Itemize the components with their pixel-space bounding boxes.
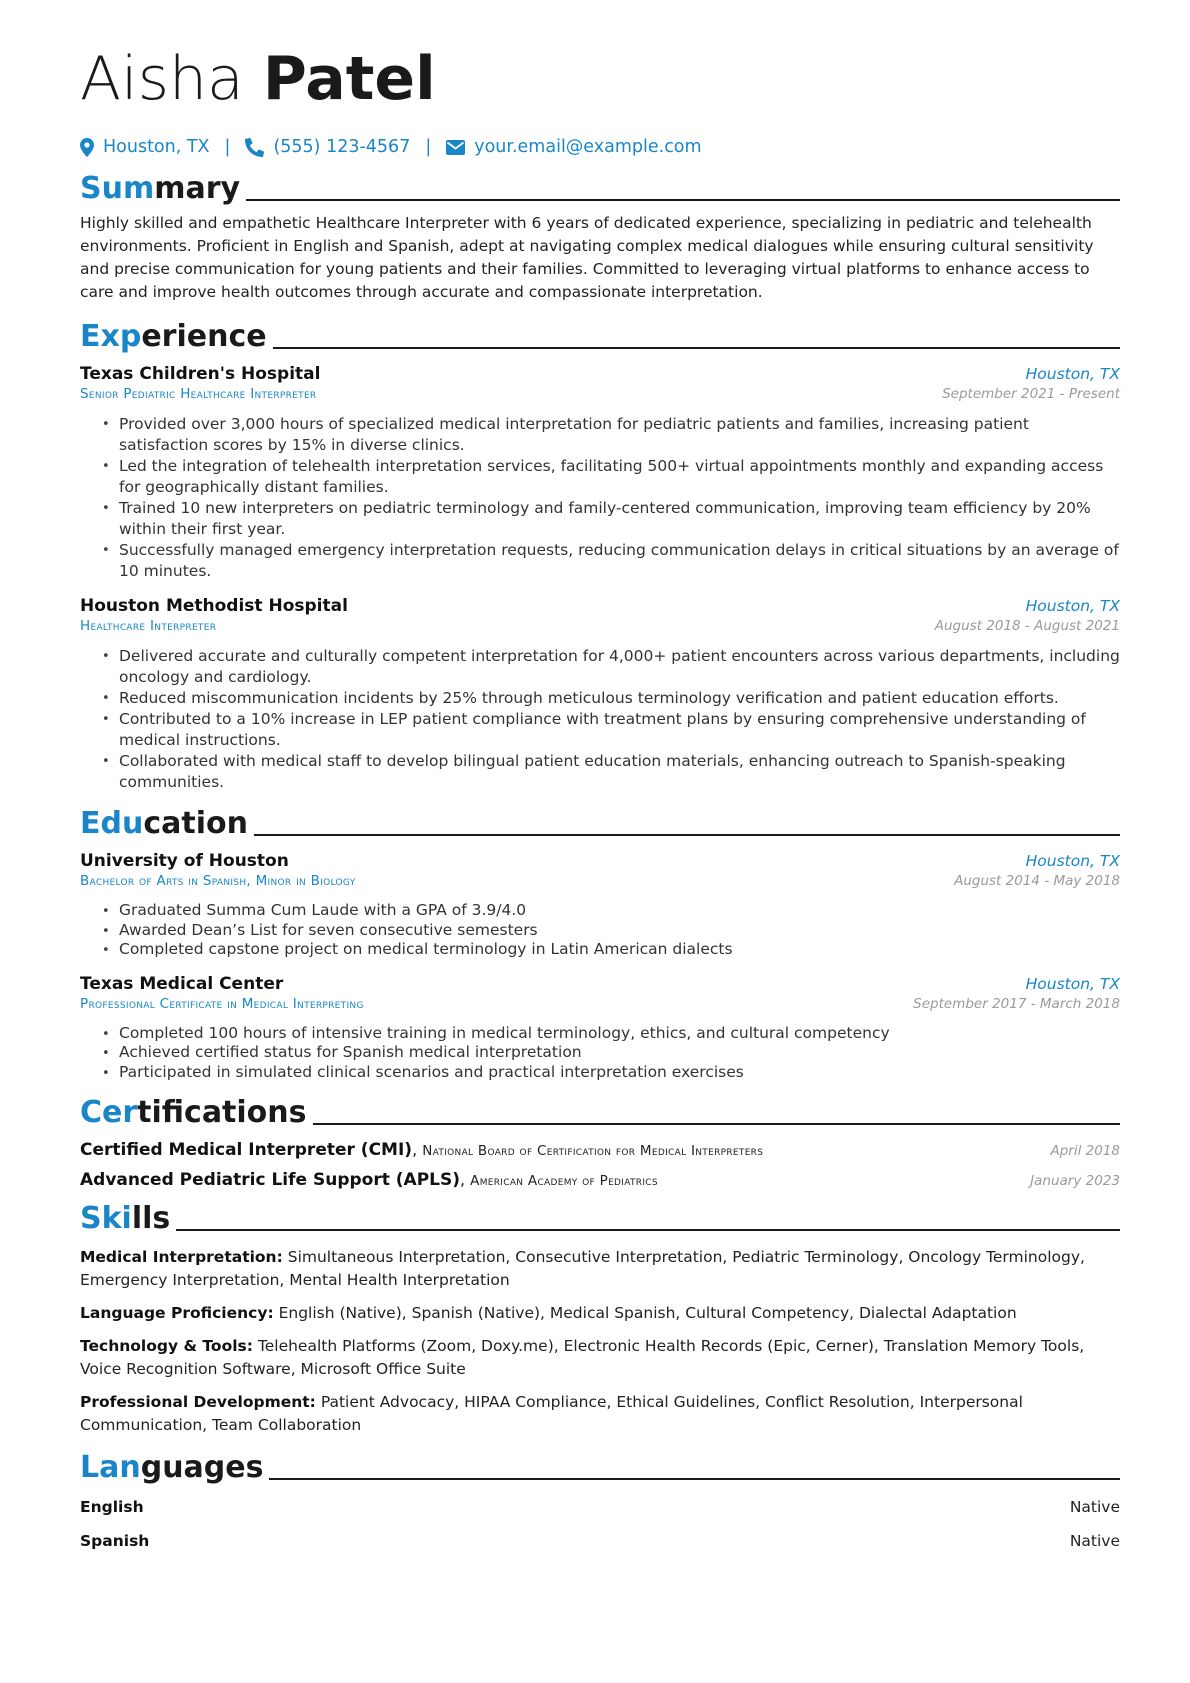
section-header-skills <box>80 1202 1120 1236</box>
bullet-item: • Awarded Dean’s List for seven consecutive semesters <box>102 921 1120 941</box>
last-name: Patel <box>262 44 436 114</box>
skill-value: English (Native), Spanish (Native), Medical Spanish, Cultural Competency, Dialectal Adaptation <box>278 1304 1017 1322</box>
summary-text: Highly skilled and empathetic Healthcare Interpreter with 6 years of dedicated experience, specializing in pediatric and telehealth environments. Proficient in English and Spanish, adept at navigating complex medical dialogues while ensuring cultural sensitivity and precise communication for young patients and their families. Committed to leveraging virtual platforms to enhance access to care and improve health outcomes through accurate and compassionate interpretation. <box>80 214 1094 301</box>
skill-group <box>80 1335 1120 1381</box>
bullet-item: • Provided over 3,000 hours of specialized medical interpretation for pediatric patients and families, increasing patient satisfaction scores by 15% in diverse clinics. <box>102 414 1120 456</box>
section-header-languages <box>80 1451 1120 1485</box>
section-rule <box>246 199 1120 201</box>
education-entry <box>80 851 1120 960</box>
date-range: August 2014 - May 2018 <box>954 873 1120 889</box>
job-title: Healthcare Interpreter <box>80 618 217 634</box>
section-title: Certifications <box>80 1095 307 1130</box>
certification-item: Advanced Pediatric Life Support (APLS), American Academy of Pediatrics January 2023 <box>80 1170 1120 1190</box>
language-item <box>80 1495 1120 1519</box>
entry-location: Houston, TX <box>1025 974 1120 993</box>
first-name: Aisha <box>80 44 244 114</box>
entry-location: Houston, TX <box>1025 852 1120 870</box>
section-header-experience <box>80 320 1120 354</box>
bullet-item: • Completed capstone project on medical terminology in Latin American dialects <box>102 940 1120 960</box>
organization: Texas Children's Hospital <box>80 364 321 384</box>
section-rule <box>176 1229 1120 1231</box>
section-title: Summary <box>80 171 241 206</box>
bullet-item: • Successfully managed emergency interpretation requests, reducing communication delays in critical situations by an average of 10 minutes. <box>102 540 1120 582</box>
languages-list <box>80 1495 1120 1553</box>
location-text: Houston, TX <box>103 137 210 157</box>
email-text: your.email@example.com <box>474 137 702 157</box>
skill-group <box>80 1302 1120 1325</box>
bullet-item: • Trained 10 new interpreters on pediatric terminology and family-centered communication, improving team efficiency by 20% within their first year. <box>102 498 1120 540</box>
bullet-item: • Collaborated with medical staff to develop bilingual patient education materials, enhancing outreach to Spanish-speaking communities. <box>102 751 1120 793</box>
skill-label: Language Proficiency: <box>80 1304 274 1322</box>
skill-label: Technology & Tools: <box>80 1337 253 1355</box>
degree: Professional Certificate in Medical Interpreting <box>80 995 364 1012</box>
section-rule <box>273 347 1120 349</box>
contact-separator: | <box>224 137 231 157</box>
certification-issuer: American Academy of Pediatrics <box>470 1173 658 1189</box>
envelope-icon <box>446 140 465 155</box>
contact-separator: | <box>425 137 432 157</box>
phone-text: (555) 123-4567 <box>273 137 411 157</box>
skill-label: Professional Development: <box>80 1393 316 1411</box>
bullet-item: • Participated in simulated clinical scenarios and practical interpretation exercises <box>102 1063 1120 1083</box>
job-title: Senior Pediatric Healthcare Interpreter <box>80 386 317 402</box>
certification-list <box>80 1140 1120 1190</box>
certification-issuer: National Board of Certification for Medical Interpreters <box>422 1143 764 1159</box>
section-title: Experience <box>80 319 267 354</box>
entry-location: Houston, TX <box>1025 597 1120 615</box>
bullet-list <box>80 646 1120 793</box>
experience-entry <box>80 596 1120 793</box>
education-list <box>80 851 1120 1082</box>
section-title: Skills <box>80 1201 171 1236</box>
contact-bar <box>80 136 1120 158</box>
experience-entry <box>80 364 1120 582</box>
organization: Houston Methodist Hospital <box>80 596 348 616</box>
degree: Bachelor of Arts in Spanish, Minor in Biology <box>80 873 356 889</box>
section-title: Languages <box>80 1450 264 1485</box>
skill-group <box>80 1246 1120 1292</box>
contact-email[interactable] <box>446 137 701 157</box>
phone-icon <box>245 138 264 157</box>
skill-value: Simultaneous Interpretation, Consecutive Interpretation, Pediatric Terminology, Oncology Terminology, Emergency Interpretation, Mental Health Interpretation <box>80 1248 1085 1289</box>
certification-date: January 2023 <box>1030 1173 1120 1189</box>
skill-value: Telehealth Platforms (Zoom, Doxy.me), Electronic Health Records (Epic, Cerner), Translation Memory Tools, Voice Recognition Software, Microsoft Office Suite <box>80 1337 1085 1378</box>
bullet-list <box>80 901 1120 960</box>
certification-name: Certified Medical Interpreter (CMI) <box>80 1140 413 1160</box>
certification-name: Advanced Pediatric Life Support (APLS) <box>80 1170 460 1190</box>
map-pin-icon <box>80 138 94 157</box>
date-range: September 2021 - Present <box>942 386 1120 402</box>
section-rule <box>254 834 1120 836</box>
entry-location: Houston, TX <box>1025 365 1120 383</box>
candidate-name <box>80 38 1120 120</box>
section-rule <box>313 1123 1120 1125</box>
bullet-item: • Led the integration of telehealth interpretation services, facilitating 500+ virtual appointments monthly and expanding access for geographically distant families. <box>102 456 1120 498</box>
bullet-list <box>80 414 1120 582</box>
language-name: English <box>80 1498 144 1516</box>
section-title: Education <box>80 806 248 841</box>
experience-list <box>80 364 1120 793</box>
skill-label: Medical Interpretation: <box>80 1248 283 1266</box>
language-name: Spanish <box>80 1532 150 1550</box>
skill-group <box>80 1391 1120 1437</box>
institution: University of Houston <box>80 851 289 871</box>
bullet-list <box>80 1024 1120 1083</box>
section-header-summary <box>80 172 1120 206</box>
section-header-certifications <box>80 1096 1120 1130</box>
language-level: Native <box>1069 1532 1120 1550</box>
language-item <box>80 1529 1120 1553</box>
bullet-item: • Completed 100 hours of intensive training in medical terminology, ethics, and cultural competency <box>102 1024 1120 1044</box>
bullet-item: • Graduated Summa Cum Laude with a GPA of 3.9/4.0 <box>102 901 1120 921</box>
institution: Texas Medical Center <box>80 973 284 994</box>
certification-date: April 2018 <box>1050 1143 1120 1159</box>
education-entry <box>80 974 1120 1083</box>
section-header-education <box>80 807 1120 841</box>
bullet-item: • Reduced miscommunication incidents by 25% through meticulous terminology verification and patient education efforts. <box>102 688 1120 709</box>
bullet-item: • Achieved certified status for Spanish medical interpretation <box>102 1043 1120 1063</box>
contact-phone[interactable] <box>245 137 410 157</box>
bullet-item: • Delivered accurate and culturally competent interpretation for 4,000+ patient encounters across various departments, including oncology and cardiology. <box>102 646 1120 688</box>
skill-value: Patient Advocacy, HIPAA Compliance, Ethical Guidelines, Conflict Resolution, Interpersonal Communication, Team Collaboration <box>80 1393 1023 1434</box>
certification-item: Certified Medical Interpreter (CMI), National Board of Certification for Medical Interpreters April 2018 <box>80 1140 1120 1160</box>
resume-page <box>80 38 1120 1553</box>
language-level: Native <box>1069 1498 1120 1516</box>
section-rule <box>269 1478 1120 1480</box>
date-range: September 2017 - March 2018 <box>913 995 1120 1012</box>
skills-list <box>80 1246 1120 1437</box>
bullet-item: • Contributed to a 10% increase in LEP patient compliance with treatment plans by ensuring comprehensive understanding of medical instructions. <box>102 709 1120 751</box>
date-range: August 2018 - August 2021 <box>934 618 1120 634</box>
contact-location <box>80 137 210 157</box>
